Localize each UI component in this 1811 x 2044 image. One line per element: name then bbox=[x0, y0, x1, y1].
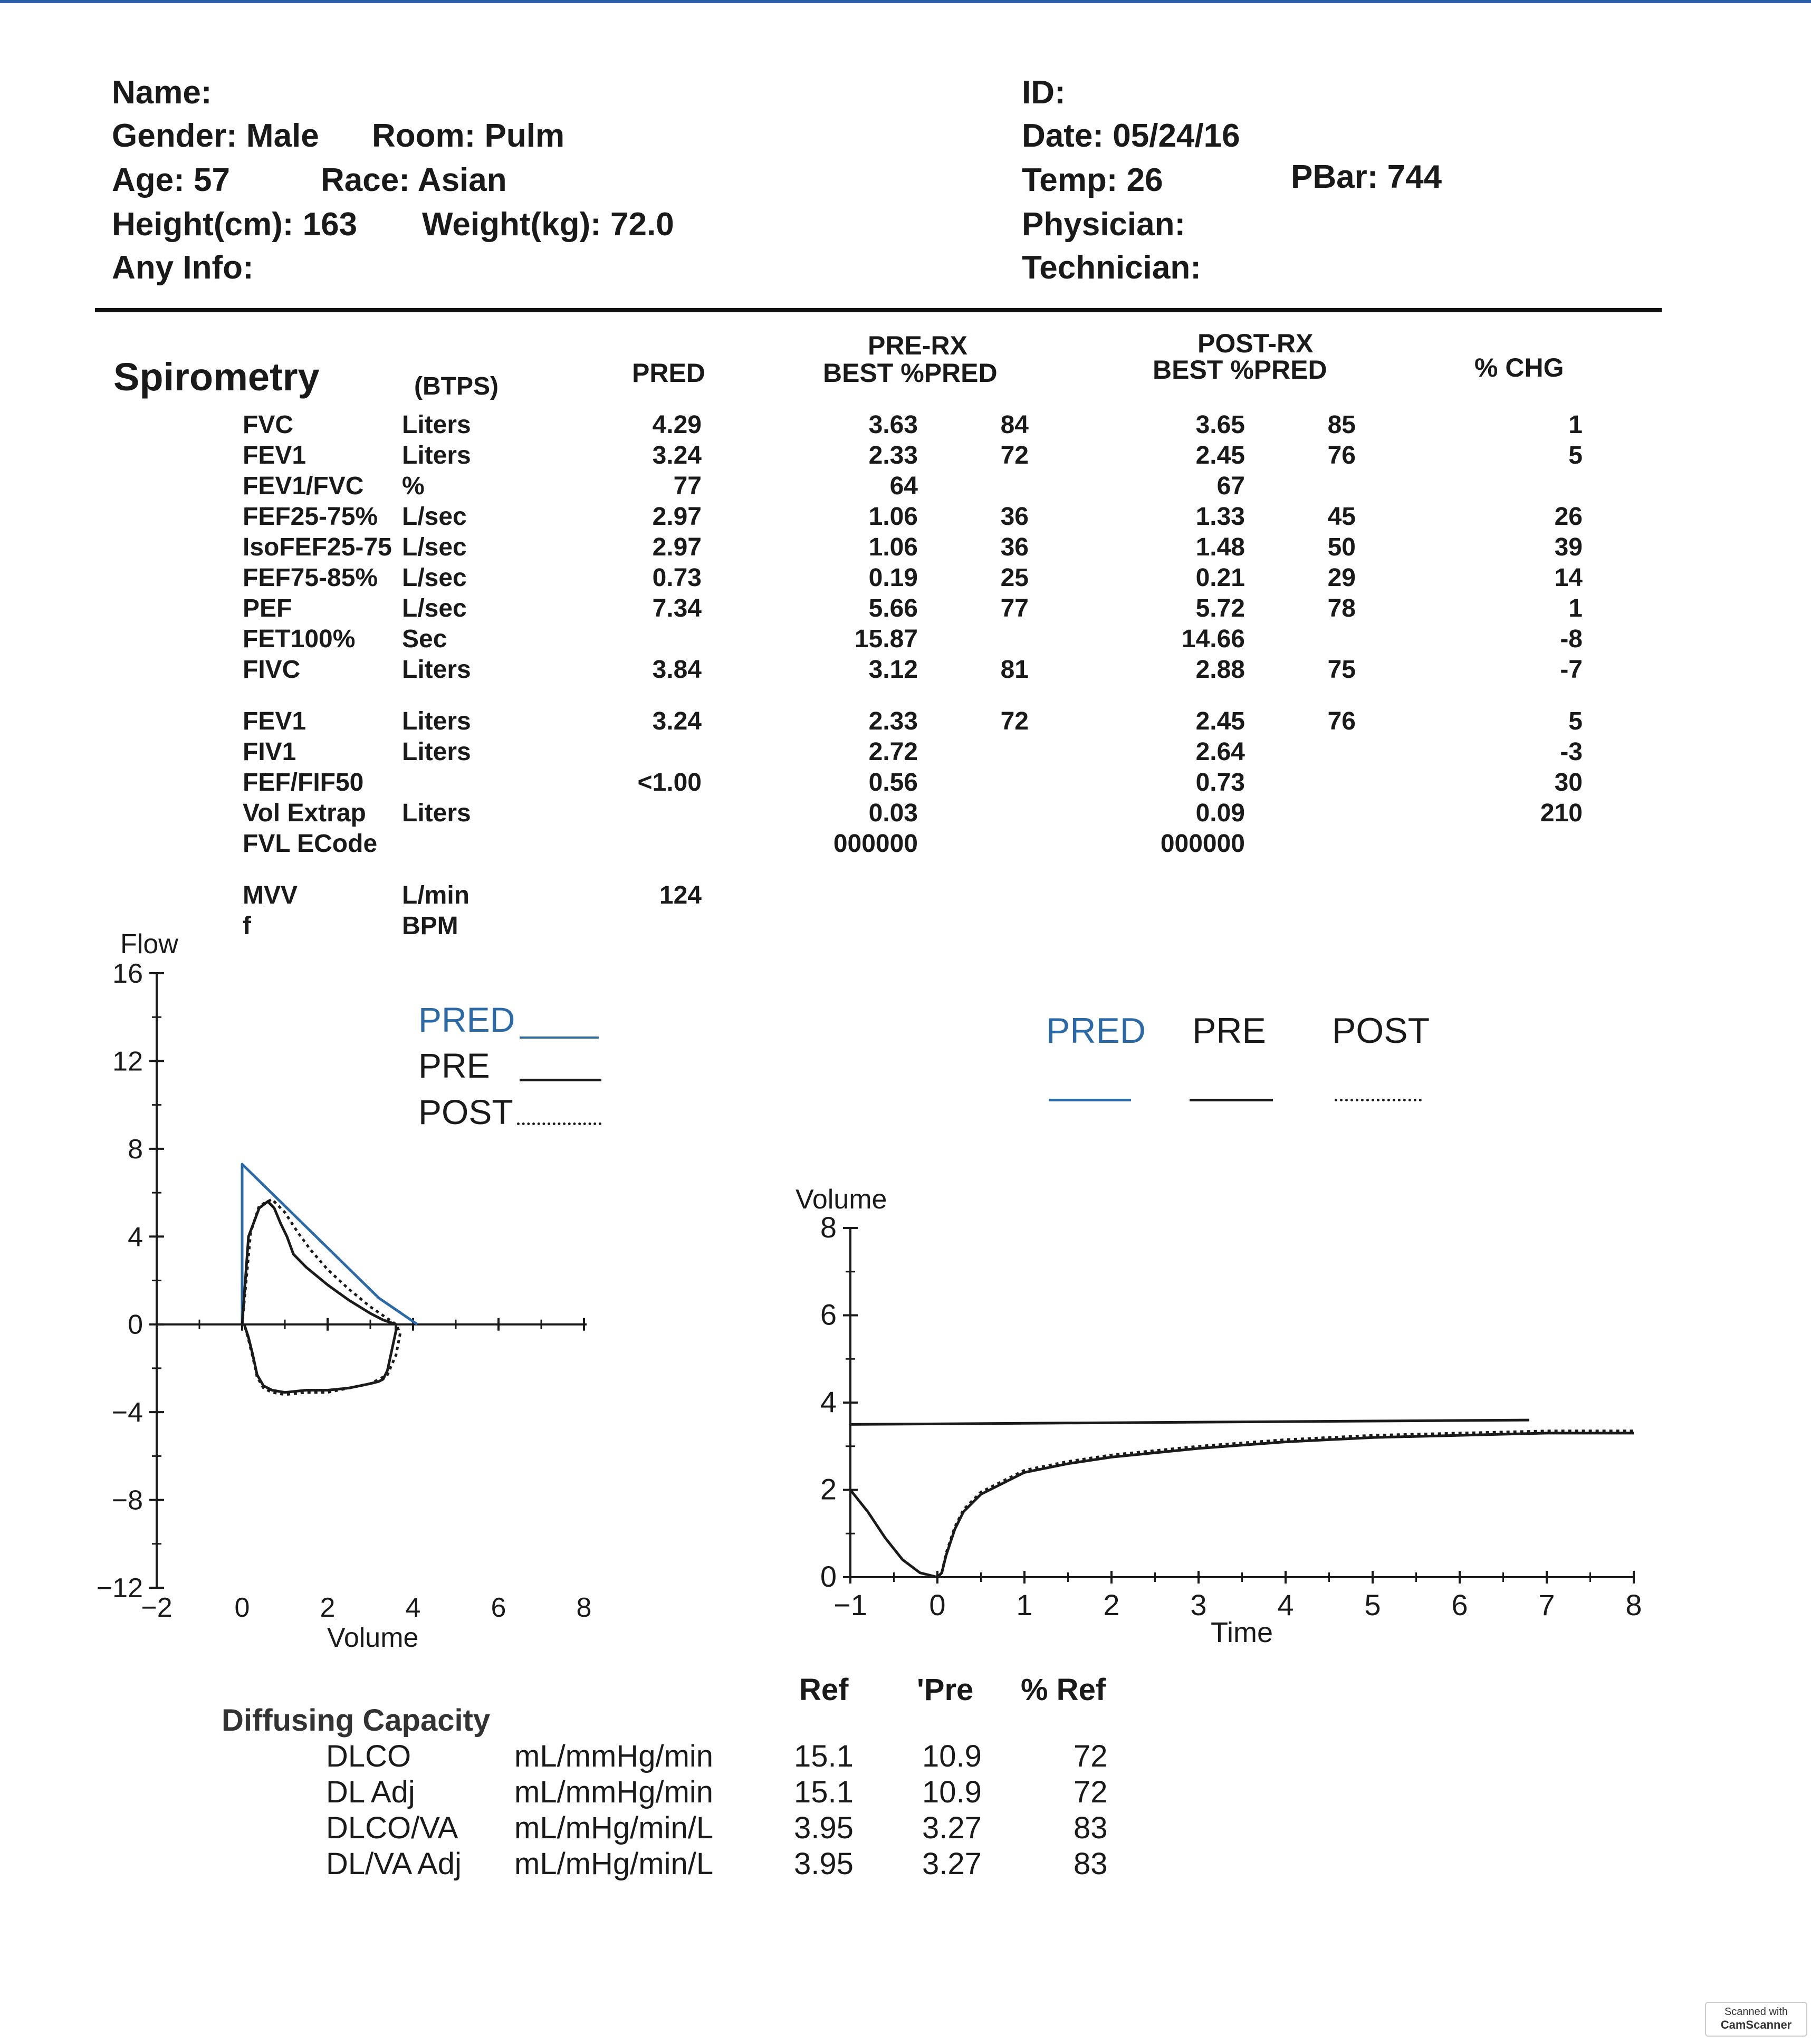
spirometry-cell-pre-pct: 77 bbox=[1000, 594, 1029, 622]
pre-rx-header: PRE-RX bbox=[868, 331, 967, 360]
btps-label: (BTPS) bbox=[414, 372, 499, 400]
spirometry-cell-unit: Liters bbox=[402, 707, 471, 735]
spirometry-cell-chg: 1 bbox=[1568, 594, 1583, 622]
vt-legend-pre-line bbox=[1190, 1099, 1273, 1101]
fv-legend-pre-line bbox=[520, 1079, 601, 1081]
dl-cell-unit: mL/mHg/min/L bbox=[514, 1847, 714, 1881]
dl-cell-param: DL Adj bbox=[326, 1775, 415, 1809]
dl-cell-ref: 3.95 bbox=[794, 1811, 854, 1845]
spirometry-cell-chg: 14 bbox=[1554, 564, 1583, 592]
id-label: ID: bbox=[1022, 74, 1066, 111]
spirometry-cell-param: IsoFEF25-75 bbox=[243, 533, 392, 561]
fv-series-pred bbox=[242, 1164, 417, 1325]
fv-y-tick-label: 4 bbox=[128, 1222, 143, 1253]
spirometry-cell-pred: 3.24 bbox=[652, 707, 702, 735]
fv-x-tick-label: 2 bbox=[320, 1592, 336, 1623]
any-info-label: Any Info: bbox=[112, 249, 254, 286]
spirometry-cell-param: FVL ECode bbox=[243, 830, 378, 858]
spirometry-cell-pred: 3.84 bbox=[652, 656, 702, 684]
spirometry-cell-unit: Liters bbox=[402, 738, 471, 766]
spirometry-cell-param: Vol Extrap bbox=[243, 799, 366, 827]
dl-cell-pre: 10.9 bbox=[922, 1739, 982, 1773]
vt-legend-post: POST bbox=[1332, 1011, 1430, 1051]
spirometry-cell-post-pct: 45 bbox=[1327, 503, 1356, 531]
fv-x-tick-label: 6 bbox=[491, 1592, 506, 1623]
spirometry-cell-post-best: 0.21 bbox=[1195, 564, 1245, 592]
vt-y-tick-label: 8 bbox=[820, 1211, 837, 1244]
spirometry-cell-post-pct: 76 bbox=[1327, 707, 1356, 735]
spirometry-cell-unit: L/sec bbox=[402, 564, 467, 592]
spirometry-cell-post-best: 5.72 bbox=[1195, 594, 1245, 622]
spirometry-cell-pred: 3.24 bbox=[652, 442, 702, 469]
watermark-line2: CamScanner bbox=[1720, 2018, 1792, 2031]
vt-volume-axis-label: Volume bbox=[796, 1184, 887, 1215]
fv-x-tick-label: 8 bbox=[576, 1592, 592, 1623]
spirometry-cell-chg: 26 bbox=[1554, 503, 1583, 531]
dl-cell-param: DLCO bbox=[326, 1739, 411, 1773]
vt-series-pred bbox=[850, 1420, 1529, 1424]
spirometry-cell-chg: 1 bbox=[1568, 411, 1583, 439]
spirometry-cell-param: FEF/FIF50 bbox=[243, 769, 364, 797]
fv-legend-pred: PRED bbox=[418, 1000, 515, 1039]
spirometry-cell-pre-best: 1.06 bbox=[868, 503, 918, 531]
spirometry-cell-post-pct: 75 bbox=[1327, 656, 1356, 684]
spirometry-cell-chg: 30 bbox=[1554, 769, 1583, 797]
weight-field: Weight(kg): 72.0 bbox=[422, 206, 674, 243]
spirometry-cell-param: f bbox=[243, 912, 251, 940]
diffusing-capacity-title: Diffusing Capacity bbox=[222, 1703, 491, 1738]
spirometry-cell-chg: 210 bbox=[1540, 799, 1583, 827]
spirometry-cell-post-pct: 29 bbox=[1327, 564, 1356, 592]
spirometry-cell-post-pct: 50 bbox=[1327, 533, 1356, 561]
room-field: Room: Pulm bbox=[372, 118, 565, 154]
vt-x-tick-label: 4 bbox=[1277, 1588, 1294, 1621]
spirometry-cell-param: MVV bbox=[243, 881, 298, 909]
spirometry-cell-post-pct: 78 bbox=[1327, 594, 1356, 622]
vt-legend-post-line bbox=[1335, 1099, 1422, 1101]
spirometry-cell-chg: -7 bbox=[1560, 656, 1583, 684]
spirometry-cell-unit: L/sec bbox=[402, 594, 467, 622]
spirometry-cell-pre-pct: 72 bbox=[1000, 442, 1029, 469]
spirometry-cell-pre-pct: 36 bbox=[1000, 503, 1029, 531]
spirometry-cell-post-pct: 85 bbox=[1327, 411, 1356, 439]
spirometry-cell-post-best: 3.65 bbox=[1195, 411, 1245, 439]
spirometry-cell-pre-pct: 36 bbox=[1000, 533, 1029, 561]
pct-change-header: % CHG bbox=[1474, 353, 1564, 382]
vt-legend-pred: PRED bbox=[1046, 1011, 1146, 1051]
fv-x-tick-label: −2 bbox=[141, 1592, 173, 1623]
spirometry-cell-chg: 39 bbox=[1554, 533, 1583, 561]
spirometry-cell-pre-best: 3.12 bbox=[868, 656, 918, 684]
vt-time-axis-label: Time bbox=[1211, 1617, 1273, 1648]
spirometry-cell-pred: 7.34 bbox=[652, 594, 702, 622]
dl-cell-param: DL/VA Adj bbox=[326, 1847, 462, 1881]
pre-rx-subheader: BEST %PRED bbox=[823, 358, 998, 388]
spirometry-cell-post-best: 2.45 bbox=[1195, 442, 1245, 469]
spirometry-cell-pre-best: 0.56 bbox=[868, 769, 918, 797]
flow-axis-label: Flow bbox=[120, 929, 178, 959]
temp-field: Temp: 26 bbox=[1022, 162, 1163, 198]
dl-cell-ref: 15.1 bbox=[794, 1739, 854, 1773]
dl-cell-ref: 3.95 bbox=[794, 1847, 854, 1881]
spirometry-cell-pre-pct: 81 bbox=[1000, 656, 1029, 684]
dl-ref-header: Ref bbox=[799, 1673, 849, 1707]
spirometry-cell-unit: L/min bbox=[402, 881, 469, 909]
spirometry-cell-post-best: 2.64 bbox=[1195, 738, 1245, 766]
spirometry-cell-chg: 5 bbox=[1568, 442, 1583, 469]
volume-axis-label: Volume bbox=[327, 1623, 419, 1653]
dl-cell-ref: 15.1 bbox=[794, 1775, 854, 1809]
dl-pct-ref-header: % Ref bbox=[1021, 1673, 1106, 1707]
fv-x-tick-label: 0 bbox=[234, 1592, 250, 1623]
spirometry-cell-unit: % bbox=[402, 472, 425, 500]
spirometry-cell-post-best: 0.73 bbox=[1195, 769, 1245, 797]
spirometry-cell-pred: 124 bbox=[659, 881, 702, 909]
spirometry-cell-post-best: 14.66 bbox=[1181, 625, 1245, 653]
vt-series-pre bbox=[850, 1433, 1634, 1577]
spirometry-cell-pred: 77 bbox=[673, 472, 702, 500]
dl-cell-pre: 10.9 bbox=[922, 1775, 982, 1809]
spirometry-cell-pred: <1.00 bbox=[637, 769, 702, 797]
spirometry-cell-pred: 2.97 bbox=[652, 503, 702, 531]
spirometry-cell-chg: -8 bbox=[1560, 625, 1583, 653]
race-field: Race: Asian bbox=[321, 162, 507, 198]
spirometry-cell-param: FVC bbox=[243, 411, 293, 439]
dl-cell-pct: 83 bbox=[1074, 1811, 1108, 1845]
spirometry-cell-unit: Liters bbox=[402, 411, 471, 439]
fv-y-tick-label: −12 bbox=[96, 1573, 143, 1604]
fv-legend-pred-line bbox=[520, 1037, 599, 1039]
spirometry-cell-post-best: 000000 bbox=[1160, 830, 1245, 858]
dl-cell-unit: mL/mHg/min/L bbox=[514, 1811, 714, 1845]
fv-legend-post: POST bbox=[418, 1092, 513, 1131]
age-field: Age: 57 bbox=[112, 162, 230, 198]
pbar-field: PBar: 744 bbox=[1291, 159, 1442, 195]
spirometry-cell-pre-best: 000000 bbox=[833, 830, 918, 858]
spirometry-cell-param: PEF bbox=[243, 594, 292, 622]
spirometry-cell-post-best: 2.88 bbox=[1195, 656, 1245, 684]
dl-cell-pre: 3.27 bbox=[922, 1847, 982, 1881]
spirometry-cell-pre-pct: 72 bbox=[1000, 707, 1029, 735]
camscanner-watermark bbox=[1705, 2002, 1807, 2037]
dl-cell-pre: 3.27 bbox=[922, 1811, 982, 1845]
dl-cell-pct: 72 bbox=[1074, 1775, 1108, 1809]
spirometry-cell-param: FEF25-75% bbox=[243, 503, 378, 531]
post-rx-header: POST-RX bbox=[1197, 329, 1314, 358]
fv-series-pre bbox=[242, 1202, 396, 1393]
date-field: Date: 05/24/16 bbox=[1022, 118, 1240, 154]
spirometry-cell-pre-best: 1.06 bbox=[868, 533, 918, 561]
spirometry-cell-pre-best: 2.72 bbox=[868, 738, 918, 766]
spirometry-cell-pre-best: 15.87 bbox=[854, 625, 918, 653]
spirometry-cell-post-best: 1.33 bbox=[1195, 503, 1245, 531]
spirometry-cell-unit: Liters bbox=[402, 656, 471, 684]
fv-legend-post-line bbox=[517, 1122, 601, 1125]
dl-cell-unit: mL/mmHg/min bbox=[514, 1739, 714, 1773]
vt-x-tick-label: 0 bbox=[929, 1588, 946, 1621]
vt-y-tick-label: 4 bbox=[820, 1385, 837, 1418]
dl-cell-param: DLCO/VA bbox=[326, 1811, 458, 1845]
dl-cell-unit: mL/mmHg/min bbox=[514, 1775, 714, 1809]
dl-pre-header: 'Pre bbox=[917, 1673, 974, 1707]
spirometry-cell-pre-best: 3.63 bbox=[868, 411, 918, 439]
post-rx-subheader: BEST %PRED bbox=[1153, 355, 1327, 385]
dl-cell-pct: 72 bbox=[1074, 1739, 1108, 1773]
spirometry-cell-unit: Liters bbox=[402, 442, 471, 469]
gender-field: Gender: Male bbox=[112, 118, 319, 154]
spirometry-title: Spirometry bbox=[113, 355, 320, 399]
watermark-line1: Scanned with bbox=[1724, 2006, 1788, 2018]
spirometry-cell-param: FET100% bbox=[243, 625, 356, 653]
spirometry-cell-pre-best: 2.33 bbox=[868, 442, 918, 469]
vt-x-tick-label: 6 bbox=[1451, 1588, 1468, 1621]
spirometry-cell-chg: -3 bbox=[1560, 738, 1583, 766]
spirometry-cell-unit: L/sec bbox=[402, 503, 467, 531]
spirometry-cell-post-best: 2.45 bbox=[1195, 707, 1245, 735]
vt-y-tick-label: 6 bbox=[820, 1298, 837, 1331]
pred-column-header: PRED bbox=[632, 358, 705, 388]
vt-x-tick-label: 5 bbox=[1364, 1588, 1381, 1621]
physician-label: Physician: bbox=[1022, 206, 1186, 243]
vt-y-tick-label: 0 bbox=[820, 1560, 837, 1593]
vt-x-tick-label: 8 bbox=[1625, 1588, 1642, 1621]
fv-legend-pre: PRE bbox=[418, 1046, 490, 1085]
fv-y-tick-label: −4 bbox=[111, 1397, 143, 1428]
spirometry-cell-param: FEV1 bbox=[243, 707, 306, 735]
spirometry-cell-post-best: 67 bbox=[1216, 472, 1245, 500]
spirometry-cell-post-best: 1.48 bbox=[1195, 533, 1245, 561]
spirometry-cell-param: FEV1/FVC bbox=[243, 472, 364, 500]
fv-y-tick-label: 16 bbox=[112, 958, 143, 989]
height-field: Height(cm): 163 bbox=[112, 206, 358, 243]
vt-legend-pre: PRE bbox=[1192, 1011, 1266, 1051]
fv-y-tick-label: 0 bbox=[128, 1309, 143, 1340]
spirometry-cell-param: FEF75-85% bbox=[243, 564, 378, 592]
spirometry-cell-unit: BPM bbox=[402, 912, 458, 940]
fv-y-tick-label: −8 bbox=[111, 1485, 143, 1516]
dl-cell-pct: 83 bbox=[1074, 1847, 1108, 1881]
spirometry-cell-post-best: 0.09 bbox=[1195, 799, 1245, 827]
fv-y-tick-label: 8 bbox=[128, 1134, 143, 1165]
vt-x-tick-label: 3 bbox=[1190, 1588, 1207, 1621]
spirometry-cell-pred: 2.97 bbox=[652, 533, 702, 561]
spirometry-cell-post-pct: 76 bbox=[1327, 442, 1356, 469]
technician-label: Technician: bbox=[1022, 249, 1201, 286]
vt-x-tick-label: −1 bbox=[833, 1588, 867, 1621]
spirometry-cell-param: FIV1 bbox=[243, 738, 296, 766]
spirometry-cell-pre-best: 5.66 bbox=[868, 594, 918, 622]
spirometry-cell-pre-pct: 84 bbox=[1000, 411, 1029, 439]
vt-series-post bbox=[937, 1431, 1634, 1577]
vt-y-tick-label: 2 bbox=[820, 1472, 837, 1506]
fv-x-tick-label: 4 bbox=[405, 1592, 421, 1623]
vt-x-tick-label: 2 bbox=[1103, 1588, 1120, 1621]
spirometry-cell-pre-best: 64 bbox=[889, 472, 918, 500]
vt-x-tick-label: 7 bbox=[1538, 1588, 1555, 1621]
spirometry-cell-pre-best: 0.03 bbox=[868, 799, 918, 827]
spirometry-cell-unit: Sec bbox=[402, 625, 447, 653]
spirometry-cell-pre-pct: 25 bbox=[1000, 564, 1029, 592]
vt-legend-pred-line bbox=[1049, 1099, 1131, 1101]
vt-x-tick-label: 1 bbox=[1016, 1588, 1033, 1621]
spirometry-cell-pre-best: 0.19 bbox=[868, 564, 918, 592]
fv-y-tick-label: 12 bbox=[112, 1046, 143, 1077]
name-label: Name: bbox=[112, 74, 212, 111]
spirometry-cell-param: FEV1 bbox=[243, 442, 306, 469]
spirometry-cell-pred: 0.73 bbox=[652, 564, 702, 592]
spirometry-cell-chg: 5 bbox=[1568, 707, 1583, 735]
spirometry-cell-param: FIVC bbox=[243, 656, 301, 684]
spirometry-cell-unit: L/sec bbox=[402, 533, 467, 561]
spirometry-cell-pre-best: 2.33 bbox=[868, 707, 918, 735]
spirometry-cell-pred: 4.29 bbox=[652, 411, 702, 439]
spirometry-cell-unit: Liters bbox=[402, 799, 471, 827]
